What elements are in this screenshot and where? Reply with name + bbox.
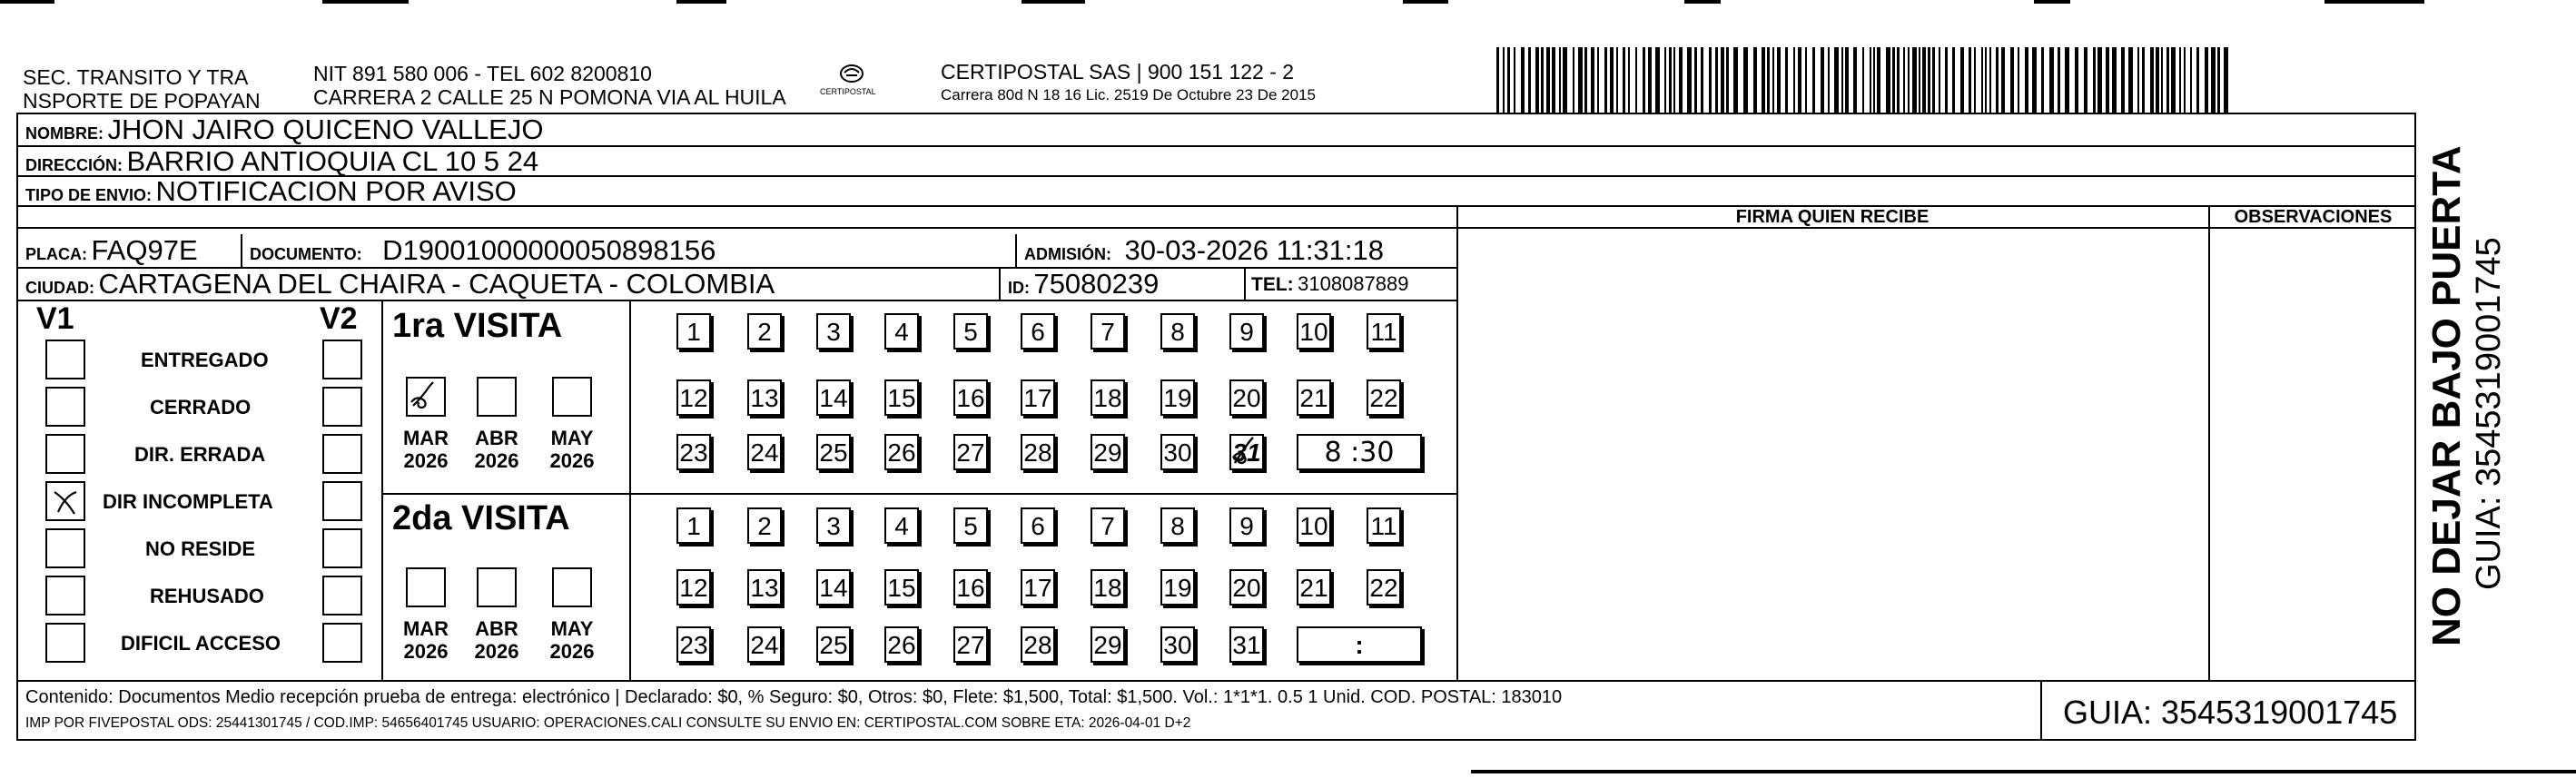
- v2-checkbox-dificil-acceso[interactable]: [322, 623, 362, 663]
- visit2-day-2[interactable]: 2: [747, 507, 782, 544]
- courier-name: CERTIPOSTAL SAS | 900 151 122 - 2: [941, 60, 1295, 84]
- visit1-day-18[interactable]: 18: [1091, 379, 1125, 416]
- imp-text: IMP POR FIVEPOSTAL ODS: 25441301745 / COD.IMP: 54656401745 USUARIO: OPERACIONES.CALI CONSULTE SU ENVIO EN: CERTIPOSTAL.COM SOBRE ETA: 2026-04-01 D+2: [25, 715, 1191, 731]
- tel-field: TEL: 3108087889: [1251, 272, 1409, 295]
- col-divider: [241, 234, 242, 269]
- visit2-day-24[interactable]: 24: [747, 626, 782, 663]
- firma-label: FIRMA QUIEN RECIBE: [1735, 207, 1930, 227]
- visit2-day-12[interactable]: 12: [676, 569, 711, 606]
- visit2-day-14[interactable]: 14: [816, 569, 851, 606]
- status-label: DIR INCOMPLETA: [103, 490, 273, 513]
- visit2-time-box[interactable]: :: [1297, 626, 1422, 663]
- col-divider: [629, 300, 631, 680]
- v1-checkbox-dir-errada[interactable]: [45, 434, 85, 474]
- visit1-month-may-label: MAY 2026: [549, 427, 595, 472]
- visit1-day-28[interactable]: 28: [1021, 434, 1055, 470]
- col-divider: [2040, 680, 2042, 741]
- visit2-day-22[interactable]: 22: [1367, 569, 1401, 606]
- visit2-month-mar-checkbox[interactable]: [406, 567, 446, 607]
- side-guia: GUIA: 3545319001745: [2470, 237, 2508, 590]
- v1-checkbox-no-reside[interactable]: [45, 528, 85, 568]
- visit1-month-may-checkbox[interactable]: [552, 377, 592, 417]
- visit2-day-3[interactable]: 3: [816, 507, 851, 544]
- visit2-month-may-label: MAY 2026: [549, 617, 595, 663]
- visit1-day-4[interactable]: 4: [884, 313, 919, 350]
- visit1-day-17[interactable]: 17: [1021, 379, 1055, 416]
- visit2-day-4[interactable]: 4: [884, 507, 919, 544]
- visit2-day-26[interactable]: 26: [884, 626, 919, 663]
- visit1-month-mar-checkbox[interactable]: [406, 377, 446, 417]
- v2-checkbox-rehusado[interactable]: [322, 576, 362, 616]
- v1-checkbox-entregado[interactable]: [45, 340, 85, 379]
- visit2-day-15[interactable]: 15: [884, 569, 919, 606]
- visit1-day-7[interactable]: 7: [1091, 313, 1125, 350]
- visit1-day-31[interactable]: 31: [1229, 434, 1264, 470]
- visit1-day-11[interactable]: 11: [1367, 313, 1401, 350]
- handwritten-check-icon: [47, 483, 84, 519]
- contenido-text: Contenido: Documentos Medio recepción prueba de entrega: electrónico | Declarado: $0, % Seguro: $0, Otros: $0, Flete: $1,500, Total: $1,500. Vol.: 1*1*1. 0.5 1 Unid. COD. POSTAL: 183010: [25, 687, 1563, 707]
- visit2-day-23[interactable]: 23: [676, 626, 711, 663]
- no-dejar-bajo-puerta: NO DEJAR BAJO PUERTA: [2424, 145, 2469, 646]
- v1-checkbox-dir-incompleta[interactable]: [45, 481, 85, 521]
- visit2-day-7[interactable]: 7: [1091, 507, 1125, 544]
- top-mark: [322, 0, 409, 4]
- visit1-day-12[interactable]: 12: [676, 379, 711, 416]
- visit1-day-2[interactable]: 2: [747, 313, 782, 350]
- visit1-day-25[interactable]: 25: [816, 434, 851, 470]
- visit2-day-1[interactable]: 1: [676, 507, 711, 544]
- col-divider: [2208, 205, 2210, 680]
- visit1-day-24[interactable]: 24: [747, 434, 782, 470]
- org-contact: NIT 891 580 006 - TEL 602 8200810 CARRERA 2 CALLE 25 N POMONA VIA AL HUILA: [313, 62, 786, 109]
- row-divider: [381, 493, 1456, 495]
- v1-checkbox-rehusado[interactable]: [45, 576, 85, 616]
- row-divider: [16, 227, 1456, 229]
- visit2-day-9[interactable]: 9: [1229, 507, 1264, 544]
- admision-field: ADMISIÓN: 30-03-2026 11:31:18: [1024, 234, 1385, 266]
- placa-field: PLACA: FAQ97E: [25, 234, 198, 266]
- col-divider: [1456, 205, 1458, 680]
- org-name: SEC. TRANSITO Y TRA NSPORTE DE POPAYAN: [23, 65, 261, 113]
- col-divider: [1015, 234, 1017, 269]
- v1-checkbox-dificil-acceso[interactable]: [45, 623, 85, 663]
- footer-guia: GUIA: 3545319001745: [2063, 694, 2398, 731]
- visit1-day-3[interactable]: 3: [816, 313, 851, 350]
- visit1-month-abr-label: ABR 2026: [474, 427, 519, 472]
- handwritten-check-icon: [1231, 436, 1262, 468]
- status-label: NO RESIDE: [145, 537, 256, 560]
- col-divider: [1244, 267, 1246, 300]
- visit2-month-abr-checkbox[interactable]: [477, 567, 517, 607]
- visit2-day-18[interactable]: 18: [1091, 569, 1125, 606]
- visit1-title: 1ra VISITA: [392, 307, 563, 345]
- visit1-day-1[interactable]: 1: [676, 313, 711, 350]
- visit2-day-30[interactable]: 30: [1160, 626, 1195, 663]
- courier-logo-icon: [834, 62, 870, 87]
- ciudad-field: CIUDAD: CARTAGENA DEL CHAIRA - CAQUETA - COLOMBIA: [25, 268, 775, 300]
- visit1-day-21[interactable]: 21: [1297, 379, 1331, 416]
- direccion-field: DIRECCIÓN: BARRIO ANTIOQUIA CL 10 5 24: [25, 145, 539, 177]
- v2-checkbox-cerrado[interactable]: [322, 387, 362, 427]
- status-label: DIR. ERRADA: [134, 443, 266, 466]
- visit2-day-28[interactable]: 28: [1021, 626, 1055, 663]
- barcode: [1496, 47, 2234, 113]
- visit1-day-10[interactable]: 10: [1297, 313, 1331, 350]
- status-label: DIFICIL ACCESO: [121, 632, 281, 655]
- visit2-day-10[interactable]: 10: [1297, 507, 1331, 544]
- visit2-day-8[interactable]: 8: [1160, 507, 1195, 544]
- tipo-envio-field: TIPO DE ENVIO: NOTIFICACION POR AVISO: [25, 175, 517, 207]
- v1-checkbox-cerrado[interactable]: [45, 387, 85, 427]
- documento-field: DOCUMENTO: D19001000000050898156: [250, 234, 716, 266]
- visit1-day-6[interactable]: 6: [1021, 313, 1055, 350]
- visit2-day-21[interactable]: 21: [1297, 569, 1331, 606]
- visit1-month-abr-checkbox[interactable]: [477, 377, 517, 417]
- visit1-day-5[interactable]: 5: [953, 313, 988, 350]
- visit1-day-26[interactable]: 26: [884, 434, 919, 470]
- observaciones-label: OBSERVACIONES: [2234, 207, 2393, 227]
- visit2-day-16[interactable]: 16: [953, 569, 988, 606]
- row-divider: [16, 680, 2416, 682]
- visit2-day-19[interactable]: 19: [1160, 569, 1195, 606]
- visit1-day-30[interactable]: 30: [1160, 434, 1195, 470]
- id-field: ID: 75080239: [1008, 268, 1160, 300]
- visit1-day-8[interactable]: 8: [1160, 313, 1195, 350]
- bottom-mark: [1471, 770, 2576, 773]
- visit1-month-mar-label: MAR 2026: [402, 427, 449, 472]
- visit1-day-22[interactable]: 22: [1367, 379, 1401, 416]
- top-mark: [1403, 0, 1448, 4]
- status-label: CERRADO: [150, 396, 252, 419]
- visit2-day-13[interactable]: 13: [747, 569, 782, 606]
- handwritten-check-icon: [408, 379, 444, 415]
- v2-checkbox-dir-incompleta[interactable]: [322, 481, 362, 521]
- top-mark: [676, 0, 726, 4]
- v2-label: V2: [320, 301, 358, 336]
- top-mark: [0, 0, 54, 4]
- v2-checkbox-dir-errada[interactable]: [322, 434, 362, 474]
- visit1-day-15[interactable]: 15: [884, 379, 919, 416]
- visit1-day-14[interactable]: 14: [816, 379, 851, 416]
- col-divider: [999, 267, 1001, 300]
- visit2-title: 2da VISITA: [392, 499, 570, 537]
- visit2-day-31[interactable]: 31: [1229, 626, 1264, 663]
- status-label: REHUSADO: [150, 585, 264, 607]
- courier-license: Carrera 80d N 18 16 Lic. 2519 De Octubre 23 De 2015: [941, 86, 1316, 103]
- v2-checkbox-no-reside[interactable]: [322, 528, 362, 568]
- visit2-day-11[interactable]: 11: [1367, 507, 1401, 544]
- visit1-day-19[interactable]: 19: [1160, 379, 1195, 416]
- visit2-day-6[interactable]: 6: [1021, 507, 1055, 544]
- visit1-day-23[interactable]: 23: [676, 434, 711, 470]
- visit2-day-5[interactable]: 5: [953, 507, 988, 544]
- status-label: ENTREGADO: [141, 349, 269, 371]
- top-mark: [1684, 0, 1721, 4]
- visit1-day-29[interactable]: 29: [1091, 434, 1125, 470]
- nombre-field: NOMBRE: JHON JAIRO QUICENO VALLEJO: [25, 113, 544, 145]
- visit1-day-27[interactable]: 27: [953, 434, 988, 470]
- visit1-day-9[interactable]: 9: [1229, 313, 1264, 350]
- top-mark: [2034, 0, 2070, 4]
- visit1-day-13[interactable]: 13: [747, 379, 782, 416]
- visit2-day-20[interactable]: 20: [1229, 569, 1264, 606]
- visit2-day-27[interactable]: 27: [953, 626, 988, 663]
- visit1-day-20[interactable]: 20: [1229, 379, 1264, 416]
- col-divider: [381, 300, 383, 680]
- visit1-time-box[interactable]: 8 :30: [1297, 434, 1422, 470]
- visit2-day-25[interactable]: 25: [816, 626, 851, 663]
- top-mark: [1022, 0, 1085, 4]
- visit2-day-29[interactable]: 29: [1091, 626, 1125, 663]
- top-mark: [2324, 0, 2424, 4]
- visit2-month-abr-label: ABR 2026: [474, 617, 519, 663]
- visit2-month-mar-label: MAR 2026: [402, 617, 449, 663]
- visit2-month-may-checkbox[interactable]: [552, 567, 592, 607]
- v1-label: V1: [36, 301, 74, 336]
- v2-checkbox-entregado[interactable]: [322, 340, 362, 379]
- visit1-day-16[interactable]: 16: [953, 379, 988, 416]
- courier-logo-caption: CERTIPOSTAL: [820, 87, 876, 96]
- visit2-day-17[interactable]: 17: [1021, 569, 1055, 606]
